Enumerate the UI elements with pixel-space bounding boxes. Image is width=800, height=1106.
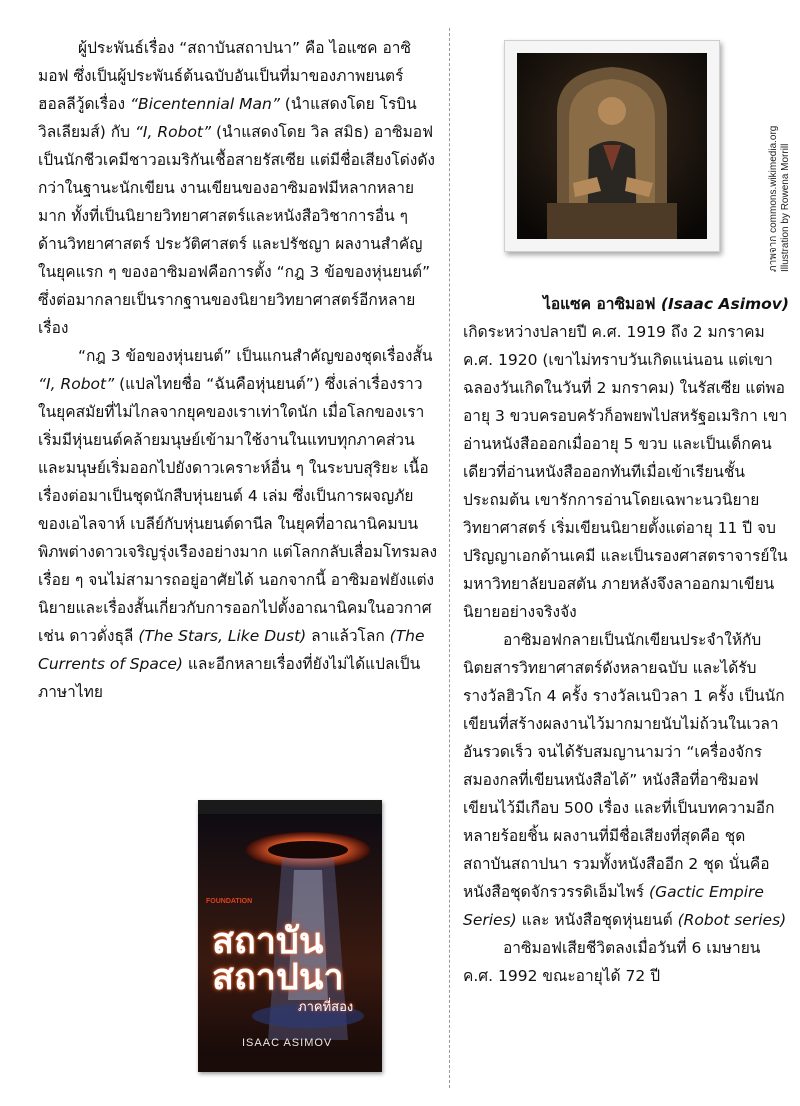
- robot-laws-paragraph: [38, 342, 438, 706]
- photo-credit: [768, 52, 792, 272]
- book-title-line-2: สถาปนา: [212, 957, 344, 998]
- laws-text-1: “กฎ 3 ข้อของหุ่นยนต์” เป็นแกนสำคัญของชุดเรื่องสั้น: [78, 347, 433, 365]
- asimov-heading: [463, 290, 789, 318]
- article-right-column: [463, 290, 789, 990]
- biography-paragraph: เกิดระหว่างปลายปี ค.ศ. 1919 ถึง 2 มกราคม ค.ศ. 1920 (เขาไม่ทราบวันเกิดแน่นอน แต่เขาฉลองวันเกิดในวันที่ 2 มกราคม) ในรัสเซีย แต่พออายุ 3 ขวบครอบครัวก็อพยพไปสหรัฐอเมริกา เขาอ่านหนังสือออกเมื่ออายุ 5 ขวบ และเป็นเด็กคนเดียวที่อ่านหนังสือออกทันทีเมื่อเข้าเรียนชั้นประถมต้น เขารักการอ่านโดยเฉพาะนวนิยายวิทยาศาสตร์ เริ่มเขียนนิยายตั้งแต่อายุ 11 ปี จบปริญญาเอกด้านเคมี และเป็นรองศาสตราจารย์ในมหาวิทยาลัยบอสตัน ภายหลังจึงลาออกมาเขียนนิยายอย่างจริงจัง: [463, 323, 788, 621]
- photo-credit-source: ภาพจาก commons.wikimedia.org: [768, 125, 779, 272]
- laws-text-3: ลาแล้วโลก: [306, 627, 390, 645]
- series-title-robot: (Robot series): [677, 911, 787, 929]
- career-text-1: อาซิมอฟกลายเป็นนักเขียนประจำให้กับนิตยสารวิทยาศาสตร์ดังหลายฉบับ และได้รับรางวัลฮิวโก 4 ครั้ง รางวัลเนบิวลา 1 ครั้ง เป็นนักเขียนที่สร้างผลงานไว้มากมายนับไม่ถ้วนในเวลาอันรวดเร็ว จนได้รับสมญานามว่า “เครื่องจักรสมองกลที่เขียนหนังสือได้” หนังสือที่อาซิมอฟเขียนไว้มีเกือบ 500 เรื่อง และที่เป็นบทความอีกหลายร้อยชิ้น ผลงานที่มีชื่อเสียงที่สุดคือ ชุดสถาบันสถาปนา รวมทั้งหนังสืออีก 2 ชุด นั่นคือ หนังสือชุดจักรวรรดิเอ็มไพร์: [463, 631, 785, 901]
- asimov-heading-english: (Isaac Asimov): [660, 295, 789, 313]
- laws-text-2: (แปลไทยชื่อ “ฉันคือหุ่นยนต์”) ซึ่งเล่าเรื่องราวในยุคสมัยที่ไม่ไกลจากยุคของเราเท่าใดนัก เมื่อโลกของเราเริ่มมีหุ่นยนต์คล้ายมนุษย์เข้ามาใช้งานในแทบทุกภาคส่วน และมนุษย์เริ่มออกไปยังดาวเคราะห์อื่น ๆ ในระบบสุริยะ เนื้อเรื่องต่อมาเป็นชุดนักสืบหุ่นยนต์ 4 เล่ม ซึ่งเป็นการผจญภัยของเอไลจาห์ เบลีย์กับหุ่นยนต์ดานีล ในยุคที่อาณานิคมบนพิภพต่างดาวเจริญรุ่งเรืองอย่างมาก แต่โลกกลับเสื่อมโทรมลงเรื่อย ๆ จนไม่สามารถอยู่อาศัยได้ นอกจากนี้ อาซิมอฟยังแต่งนิยายและเรื่องสั้นเกี่ยวกับการออกไปตั้งอาณานิคมในอวกาศ เช่น ดาวดั่งธุลี: [38, 375, 438, 645]
- book-series-label: FOUNDATION: [206, 898, 253, 905]
- book-title: [212, 921, 372, 998]
- intro-text-3: (นำแสดงโดย วิล สมิธ) อาซิมอฟเป็นนักชีวเคมีชาวอเมริกันเชื้อสายรัสเซีย แต่มีชื่อเสียงโด่งดังกว่าในฐานะนักเขียน งานเขียนของอาซิมอฟมีหลากหลายมาก ทั้งที่เป็นนิยายวิทยาศาสตร์และหนังสือวิชาการอื่น ๆ ด้านวิทยาศาสตร์ ประวัติศาสตร์ และปรัชญา ผลงานสำคัญในยุคแรก ๆ ของอาซิมอฟคือการตั้ง “กฎ 3 ข้อของหุ่นยนต์” ซึ่งต่อมากลายเป็นรากฐานของนิยายวิทยาศาสตร์อีกหลายเรื่อง: [38, 123, 435, 337]
- asimov-portrait: [504, 40, 720, 252]
- death-paragraph: อาซิมอฟเสียชีวิตลงเมื่อวันที่ 6 เมษายน ค.ศ. 1992 ขณะอายุได้ 72 ปี: [463, 939, 761, 985]
- intro-paragraph: [38, 34, 438, 342]
- intro-text-1: ผู้ประพันธ์เรื่อง “สถาบันสถาปนา” คือ ไอแซค อาซิมอฟ ซึ่งเป็นผู้ประพันธ์ต้นฉบับอันเป็นที่มาของภาพยนตร์ฮอลลีวู้ดเรื่อง: [38, 39, 411, 113]
- book-title-i-robot: “I, Robot”: [38, 375, 115, 393]
- career-paragraph: [463, 626, 789, 934]
- asimov-heading-thai: ไอแซค อาซิมอฟ: [543, 295, 656, 313]
- career-text-2: และ หนังสือชุดหุ่นยนต์: [516, 911, 678, 929]
- column-divider: [449, 28, 450, 1088]
- laws-text-4: และอีกหลายเรื่องที่ยังไม่ได้แปลเป็นภาษาไทย: [38, 655, 421, 701]
- asimov-portrait-illustration: [517, 53, 707, 239]
- film-title-i-robot: “I, Robot”: [134, 123, 212, 141]
- book-title-stars-like-dust: (The Stars, Like Dust): [138, 627, 307, 645]
- article-left-column: [38, 34, 438, 706]
- book-title-line-1: สถาบัน: [212, 921, 324, 962]
- book-author: ISAAC ASIMOV: [242, 1037, 333, 1049]
- series-title-galactic-empire: (Gactic Empire Series): [463, 883, 764, 929]
- film-title-bicentennial-man: “Bicentennial Man”: [129, 95, 280, 113]
- intro-text-2: (นำแสดงโดย โรบิน วิลเลียมส์) กับ: [38, 95, 417, 141]
- book-title-currents-of-space: (The Currents of Space): [38, 627, 425, 673]
- photo-credit-illustrator: Illustration by Rowena Morrill: [780, 143, 791, 272]
- foundation-book-cover: [198, 800, 382, 1072]
- book-subtitle: ภาคที่สอง: [298, 1000, 354, 1015]
